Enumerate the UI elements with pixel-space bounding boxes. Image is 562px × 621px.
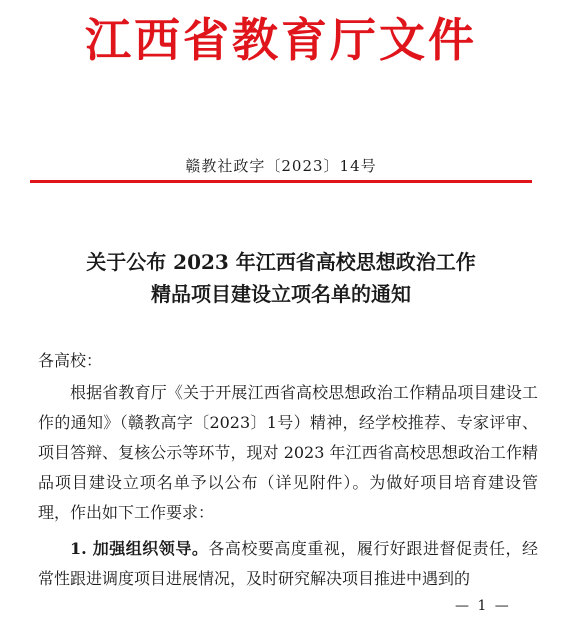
red-divider	[30, 180, 532, 183]
document-title	[0, 246, 562, 310]
item-1-heading: 1. 加强组织领导。	[70, 539, 209, 558]
salutation: 各高校：	[38, 351, 103, 370]
org-title: 江西省教育厅文件	[85, 13, 477, 67]
body-paragraphs	[38, 378, 538, 594]
paragraph-item-1	[38, 534, 538, 594]
page-number: — 1 —	[455, 598, 511, 614]
title-line-1: 关于公布 2023 年江西省高校思想政治工作	[86, 250, 476, 274]
title-line-2: 精品项目建设立项名单的通知	[151, 282, 411, 306]
item-1-text: 各高校要高度重视，履行好跟进督促责任，经常性跟进调度项目进展情况，及时研究解决项目推进中遇到的	[38, 539, 538, 588]
document-number: 赣教社政字〔2023〕14号	[185, 157, 377, 175]
paragraph-intro: 根据省教育厅《关于开展江西省高校思想政治工作精品项目建设工作的通知》（赣教高字〔2023〕1号）精神，经学校推荐、专家评审、项目答辩、复核公示等环节，现对 2023 年江西省高校思想政治工作精品项目建设立项名单予以公布（详见附件）。为做好项目培育建设管理，作出如下工作要求：	[38, 383, 538, 522]
